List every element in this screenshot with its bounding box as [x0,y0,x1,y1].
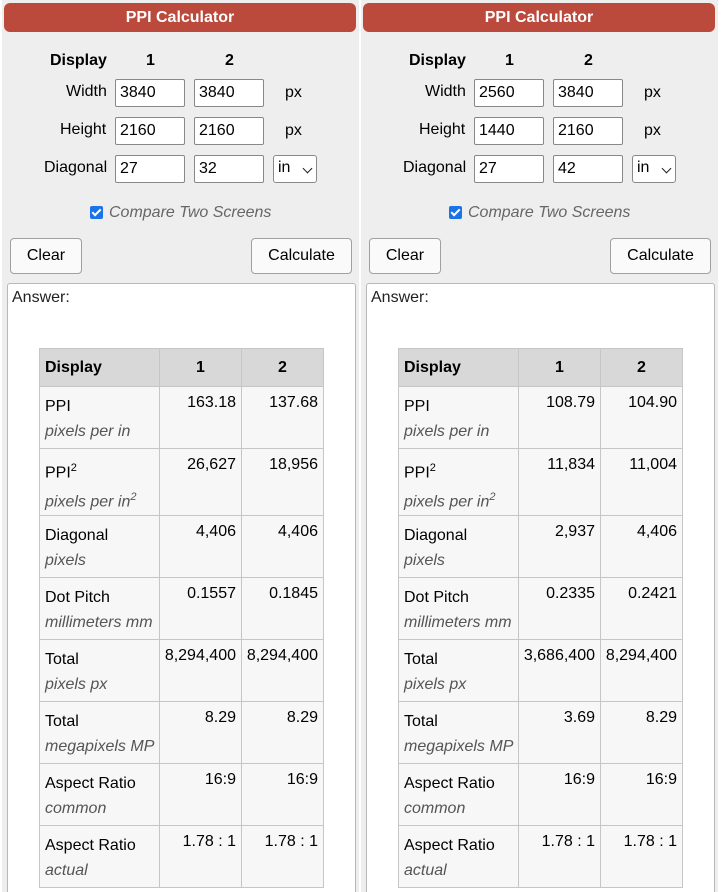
row-sublabel-superscript: 2 [130,491,137,504]
chevron-down-icon [662,164,672,174]
row-label: Diagonal [404,526,468,544]
display-column-header: Display [409,52,466,69]
width-input-2[interactable] [194,79,264,107]
clear-button[interactable]: Clear [369,238,441,274]
diagonal-input-1[interactable] [115,155,185,183]
height-input-2[interactable] [194,117,264,145]
height-unit: px [644,122,661,139]
row-label: Diagonal [45,526,109,544]
results-header-row [40,349,324,387]
diagonal-input-2[interactable] [194,155,264,183]
row-label-cell [40,701,160,763]
table-row [399,825,683,887]
width-label: Width [425,83,466,100]
row-label-cell [399,763,519,825]
results-header-1: 1 [160,349,242,387]
value-cell-1: 108.79 [519,387,601,449]
clear-button[interactable]: Clear [10,238,82,274]
results-table [39,348,324,888]
table-row [40,515,324,577]
row-sublabel: megapixels MP [404,737,514,755]
compare-two-screens-checkbox[interactable] [90,206,103,219]
results-header-2: 2 [242,349,324,387]
screen-1-column-header: 1 [505,52,514,69]
row-label: PPI [45,398,71,415]
width-input-1[interactable] [115,79,185,107]
row-sublabel: pixels px [404,675,467,693]
row-label-cell [399,515,519,577]
value-cell-2: 16:9 [242,763,324,825]
value-cell-2: 8,294,400 [601,639,683,701]
value-cell-2: 4,406 [601,515,683,577]
row-label: PPI [404,464,430,482]
width-unit: px [644,84,661,101]
height-input-1[interactable] [474,117,544,145]
row-sublabel: millimeters mm [404,613,512,631]
row-label-cell [399,639,519,701]
value-cell-1: 8.29 [160,701,242,763]
width-unit: px [285,84,302,101]
answer-label: Answer: [371,289,429,306]
screen-2-column-header: 2 [584,52,593,69]
compare-two-screens-label[interactable]: Compare Two Screens [468,204,631,221]
table-row [40,449,324,516]
height-label: Height [60,121,107,138]
row-sublabel: actual [45,861,88,879]
results-table [398,348,683,888]
results-header-1: 1 [519,349,601,387]
row-label: PPI [45,464,71,482]
value-cell-1: 4,406 [160,515,242,577]
row-label-cell [40,763,160,825]
value-cell-2: 137.68 [242,387,324,449]
value-cell-2: 0.2421 [601,577,683,639]
results-header-2: 2 [601,349,683,387]
table-row [399,701,683,763]
screen-1-column-header: 1 [146,52,155,69]
row-label: Dot Pitch [404,588,469,606]
row-label-superscript: 2 [70,462,77,474]
table-row [40,763,324,825]
diagonal-label: Diagonal [403,159,467,176]
value-cell-2: 104.90 [601,387,683,449]
table-row [399,577,683,639]
row-sublabel: common [404,799,466,817]
value-cell-1: 8,294,400 [160,639,242,701]
row-label-cell [40,515,160,577]
row-label-cell [40,577,160,639]
row-sublabel: actual [404,861,447,879]
value-cell-2: 1.78 : 1 [242,825,324,887]
ppi-calculator-panel-1 [2,0,359,892]
diagonal-unit-select[interactable] [273,155,317,183]
diagonal-input-2[interactable] [553,155,623,183]
row-label-cell [40,387,160,449]
diagonal-input-1[interactable] [474,155,544,183]
row-sublabel: millimeters mm [45,613,153,631]
value-cell-2: 4,406 [242,515,324,577]
value-cell-2: 8,294,400 [242,639,324,701]
row-label: Total [45,650,79,668]
value-cell-1: 16:9 [160,763,242,825]
answer-box [366,283,715,892]
value-cell-1: 11,834 [519,449,601,516]
diagonal-unit-value: in [278,159,291,176]
table-row [399,387,683,449]
calculate-button[interactable]: Calculate [251,238,352,274]
row-label: Aspect Ratio [404,836,495,854]
calculator-title: PPI Calculator [4,3,356,32]
value-cell-1: 1.78 : 1 [160,825,242,887]
row-label-cell [40,825,160,887]
calculate-button[interactable]: Calculate [610,238,711,274]
chevron-down-icon [303,164,313,174]
row-label: Aspect Ratio [404,774,495,792]
table-row [40,701,324,763]
value-cell-1: 1.78 : 1 [519,825,601,887]
row-sublabel: pixels [45,551,86,569]
row-sublabel: pixels px [45,675,108,693]
answer-label: Answer: [12,289,70,306]
answer-box [7,283,356,892]
value-cell-2: 16:9 [601,763,683,825]
row-sublabel: pixels per in [404,423,490,440]
calculator-title: PPI Calculator [363,3,715,32]
row-label-cell [399,577,519,639]
row-label-cell [399,387,519,449]
row-label-cell [40,639,160,701]
value-cell-1: 26,627 [160,449,242,516]
height-input-2[interactable] [553,117,623,145]
value-cell-1: 0.1557 [160,577,242,639]
value-cell-1: 2,937 [519,515,601,577]
value-cell-2: 0.1845 [242,577,324,639]
row-label: Total [404,712,438,730]
screen-2-column-header: 2 [225,52,234,69]
value-cell-2: 8.29 [242,701,324,763]
value-cell-1: 3.69 [519,701,601,763]
value-cell-2: 18,956 [242,449,324,516]
diagonal-unit-value: in [637,159,650,176]
value-cell-1: 3,686,400 [519,639,601,701]
diagonal-unit-select[interactable] [632,155,676,183]
row-sublabel: megapixels MP [45,737,155,755]
row-label: Total [45,712,79,730]
table-row [399,449,683,516]
compare-two-screens-checkbox[interactable] [449,206,462,219]
row-sublabel: pixels per in [45,423,131,440]
width-input-2[interactable] [553,79,623,107]
row-sublabel-superscript: 2 [489,491,496,504]
results-header-display: Display [399,349,519,387]
row-label-cell [40,449,160,516]
table-row [40,577,324,639]
diagonal-label: Diagonal [44,159,108,176]
table-row [40,825,324,887]
height-input-1[interactable] [115,117,185,145]
width-label: Width [66,83,107,100]
table-row [399,639,683,701]
width-input-1[interactable] [474,79,544,107]
table-row [399,763,683,825]
row-sublabel: pixels per in [45,493,131,511]
row-label: Dot Pitch [45,588,110,606]
row-label-cell [399,701,519,763]
results-header-display: Display [40,349,160,387]
row-label: PPI [404,398,430,415]
row-label: Aspect Ratio [45,836,136,854]
row-sublabel: pixels [404,551,445,569]
display-column-header: Display [50,52,107,69]
compare-two-screens-label[interactable]: Compare Two Screens [109,204,272,221]
value-cell-2: 1.78 : 1 [601,825,683,887]
row-sublabel: pixels per in [404,493,490,511]
value-cell-1: 163.18 [160,387,242,449]
height-unit: px [285,122,302,139]
row-sublabel: common [45,799,107,817]
table-row [40,387,324,449]
row-label-cell [399,825,519,887]
table-row [399,515,683,577]
results-header-row [399,349,683,387]
height-label: Height [419,121,466,138]
value-cell-2: 11,004 [601,449,683,516]
row-label-cell [399,449,519,516]
value-cell-1: 16:9 [519,763,601,825]
table-row [40,639,324,701]
value-cell-2: 8.29 [601,701,683,763]
ppi-calculator-panel-2 [361,0,718,892]
row-label-superscript: 2 [429,462,436,474]
row-label: Total [404,650,438,668]
row-label: Aspect Ratio [45,774,136,792]
value-cell-1: 0.2335 [519,577,601,639]
